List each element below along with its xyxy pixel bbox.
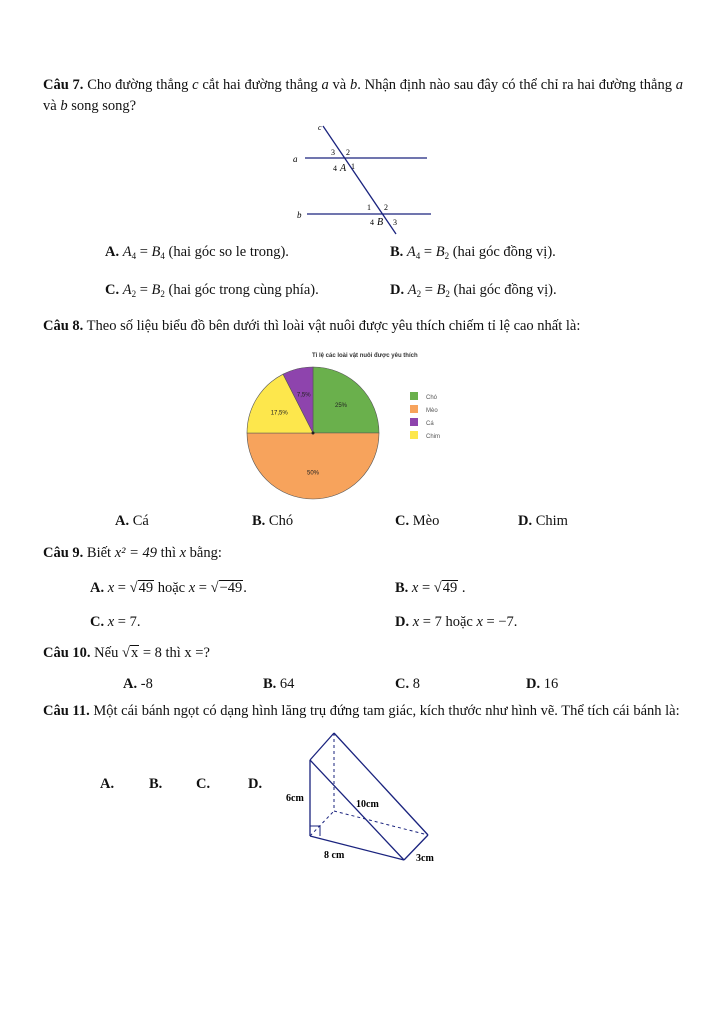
- q7-option-b[interactable]: B. $A_4 = B_2$ (hai góc đồng vị).: [390, 244, 556, 261]
- question-10-text: Câu 10. Nếu √x = 8 thì x =?: [43, 645, 210, 661]
- q8-option-a[interactable]: A. Cá: [115, 513, 149, 529]
- legend-label-2: Cá: [426, 421, 434, 427]
- svg-text:4: 4: [370, 218, 374, 227]
- label-c: c: [318, 123, 322, 132]
- q11-option-c[interactable]: C.: [196, 776, 211, 792]
- q11-option-d[interactable]: D.: [248, 776, 263, 792]
- q9-option-d[interactable]: D. x = 7 hoặc x = −7.: [395, 614, 518, 630]
- svg-text:1: 1: [351, 162, 355, 171]
- q7-option-d[interactable]: D. $A_2 = B_2$ (hai góc đồng vị).: [390, 282, 557, 299]
- q7-option-a[interactable]: A. $A_4 = B_4$ (hai góc so le trong).: [105, 244, 289, 261]
- depth-label: 3cm: [416, 853, 434, 864]
- svg-text:2: 2: [384, 203, 388, 212]
- q11-option-a[interactable]: A.: [100, 776, 115, 792]
- pie-center-dot: [312, 432, 315, 435]
- pie-slice-label-1: 50%: [306, 470, 320, 477]
- label-b: b: [297, 210, 302, 220]
- height-label: 6cm: [286, 793, 304, 804]
- label-a: a: [293, 154, 298, 164]
- q9-option-c[interactable]: C. x = 7.: [90, 614, 141, 630]
- q10-option-a[interactable]: A. -8: [123, 676, 153, 692]
- pie-slice-label-2: 17,5%: [270, 410, 288, 417]
- question-7-text: Câu 7. Cho đường thẳng c cắt hai đường thẳng a và b. Nhận định nào sau đây có thể chỉ ra hai đường thẳng a và b song song?: [43, 77, 684, 114]
- svg-text:3: 3: [393, 218, 397, 227]
- q10-option-d[interactable]: D. 16: [526, 676, 559, 692]
- legend-swatch-3: [410, 431, 418, 439]
- q8-option-c[interactable]: C. Mèo: [395, 513, 440, 529]
- prism-figure: [270, 725, 460, 870]
- question-9-text: Câu 9. Biết x² = 49 thì x bằng:: [43, 545, 222, 561]
- q9-option-a[interactable]: A. x = √49 hoặc x = √−49.: [90, 580, 247, 596]
- pie-slice-1: [247, 433, 379, 499]
- svg-text:2: 2: [346, 148, 350, 157]
- svg-text:1: 1: [367, 203, 371, 212]
- legend-swatch-2: [410, 418, 418, 426]
- chart-title: Tỉ lệ các loài vật nuôi được yêu thích: [312, 353, 418, 359]
- parallel-lines-figure: [285, 118, 435, 238]
- q7-option-c[interactable]: C. $A_2 = B_2$ (hai góc trong cùng phía).: [105, 282, 319, 299]
- svg-text:4: 4: [333, 164, 337, 173]
- q10-option-c[interactable]: C. 8: [395, 676, 420, 692]
- pie-slice-label-3: 7,5%: [296, 392, 311, 399]
- legend-label-0: Chó: [426, 395, 438, 401]
- q10-option-b[interactable]: B. 64: [263, 676, 295, 692]
- base-label: 8 cm: [324, 850, 345, 861]
- legend-swatch-1: [410, 405, 418, 413]
- q8-option-d[interactable]: D. Chim: [518, 513, 568, 529]
- pie-slice-label-0: 25%: [334, 402, 348, 409]
- q11-option-b[interactable]: B.: [149, 776, 163, 792]
- hypotenuse-label: 10cm: [356, 799, 379, 810]
- pie-slice-0: [313, 367, 379, 433]
- svg-text:3: 3: [331, 148, 335, 157]
- point-A: A: [340, 163, 347, 174]
- q8-option-b[interactable]: B. Chó: [252, 513, 294, 529]
- question-8-text: Câu 8. Theo số liệu biểu đồ bên dưới thì loài vật nuôi được yêu thích chiếm tỉ lệ cao nhất là:: [43, 318, 581, 334]
- legend-label-1: Mèo: [426, 408, 438, 414]
- q9-option-b[interactable]: B. x = √49 .: [395, 580, 466, 596]
- point-B: B: [377, 217, 384, 228]
- legend-swatch-0: [410, 392, 418, 400]
- pie-chart: [240, 345, 460, 505]
- question-11-text: Câu 11. Một cái bánh ngọt có dạng hình lăng trụ đứng tam giác, kích thước như hình vẽ. Thể tích cái bánh là:: [43, 703, 680, 719]
- legend-label-3: Chim: [426, 434, 441, 440]
